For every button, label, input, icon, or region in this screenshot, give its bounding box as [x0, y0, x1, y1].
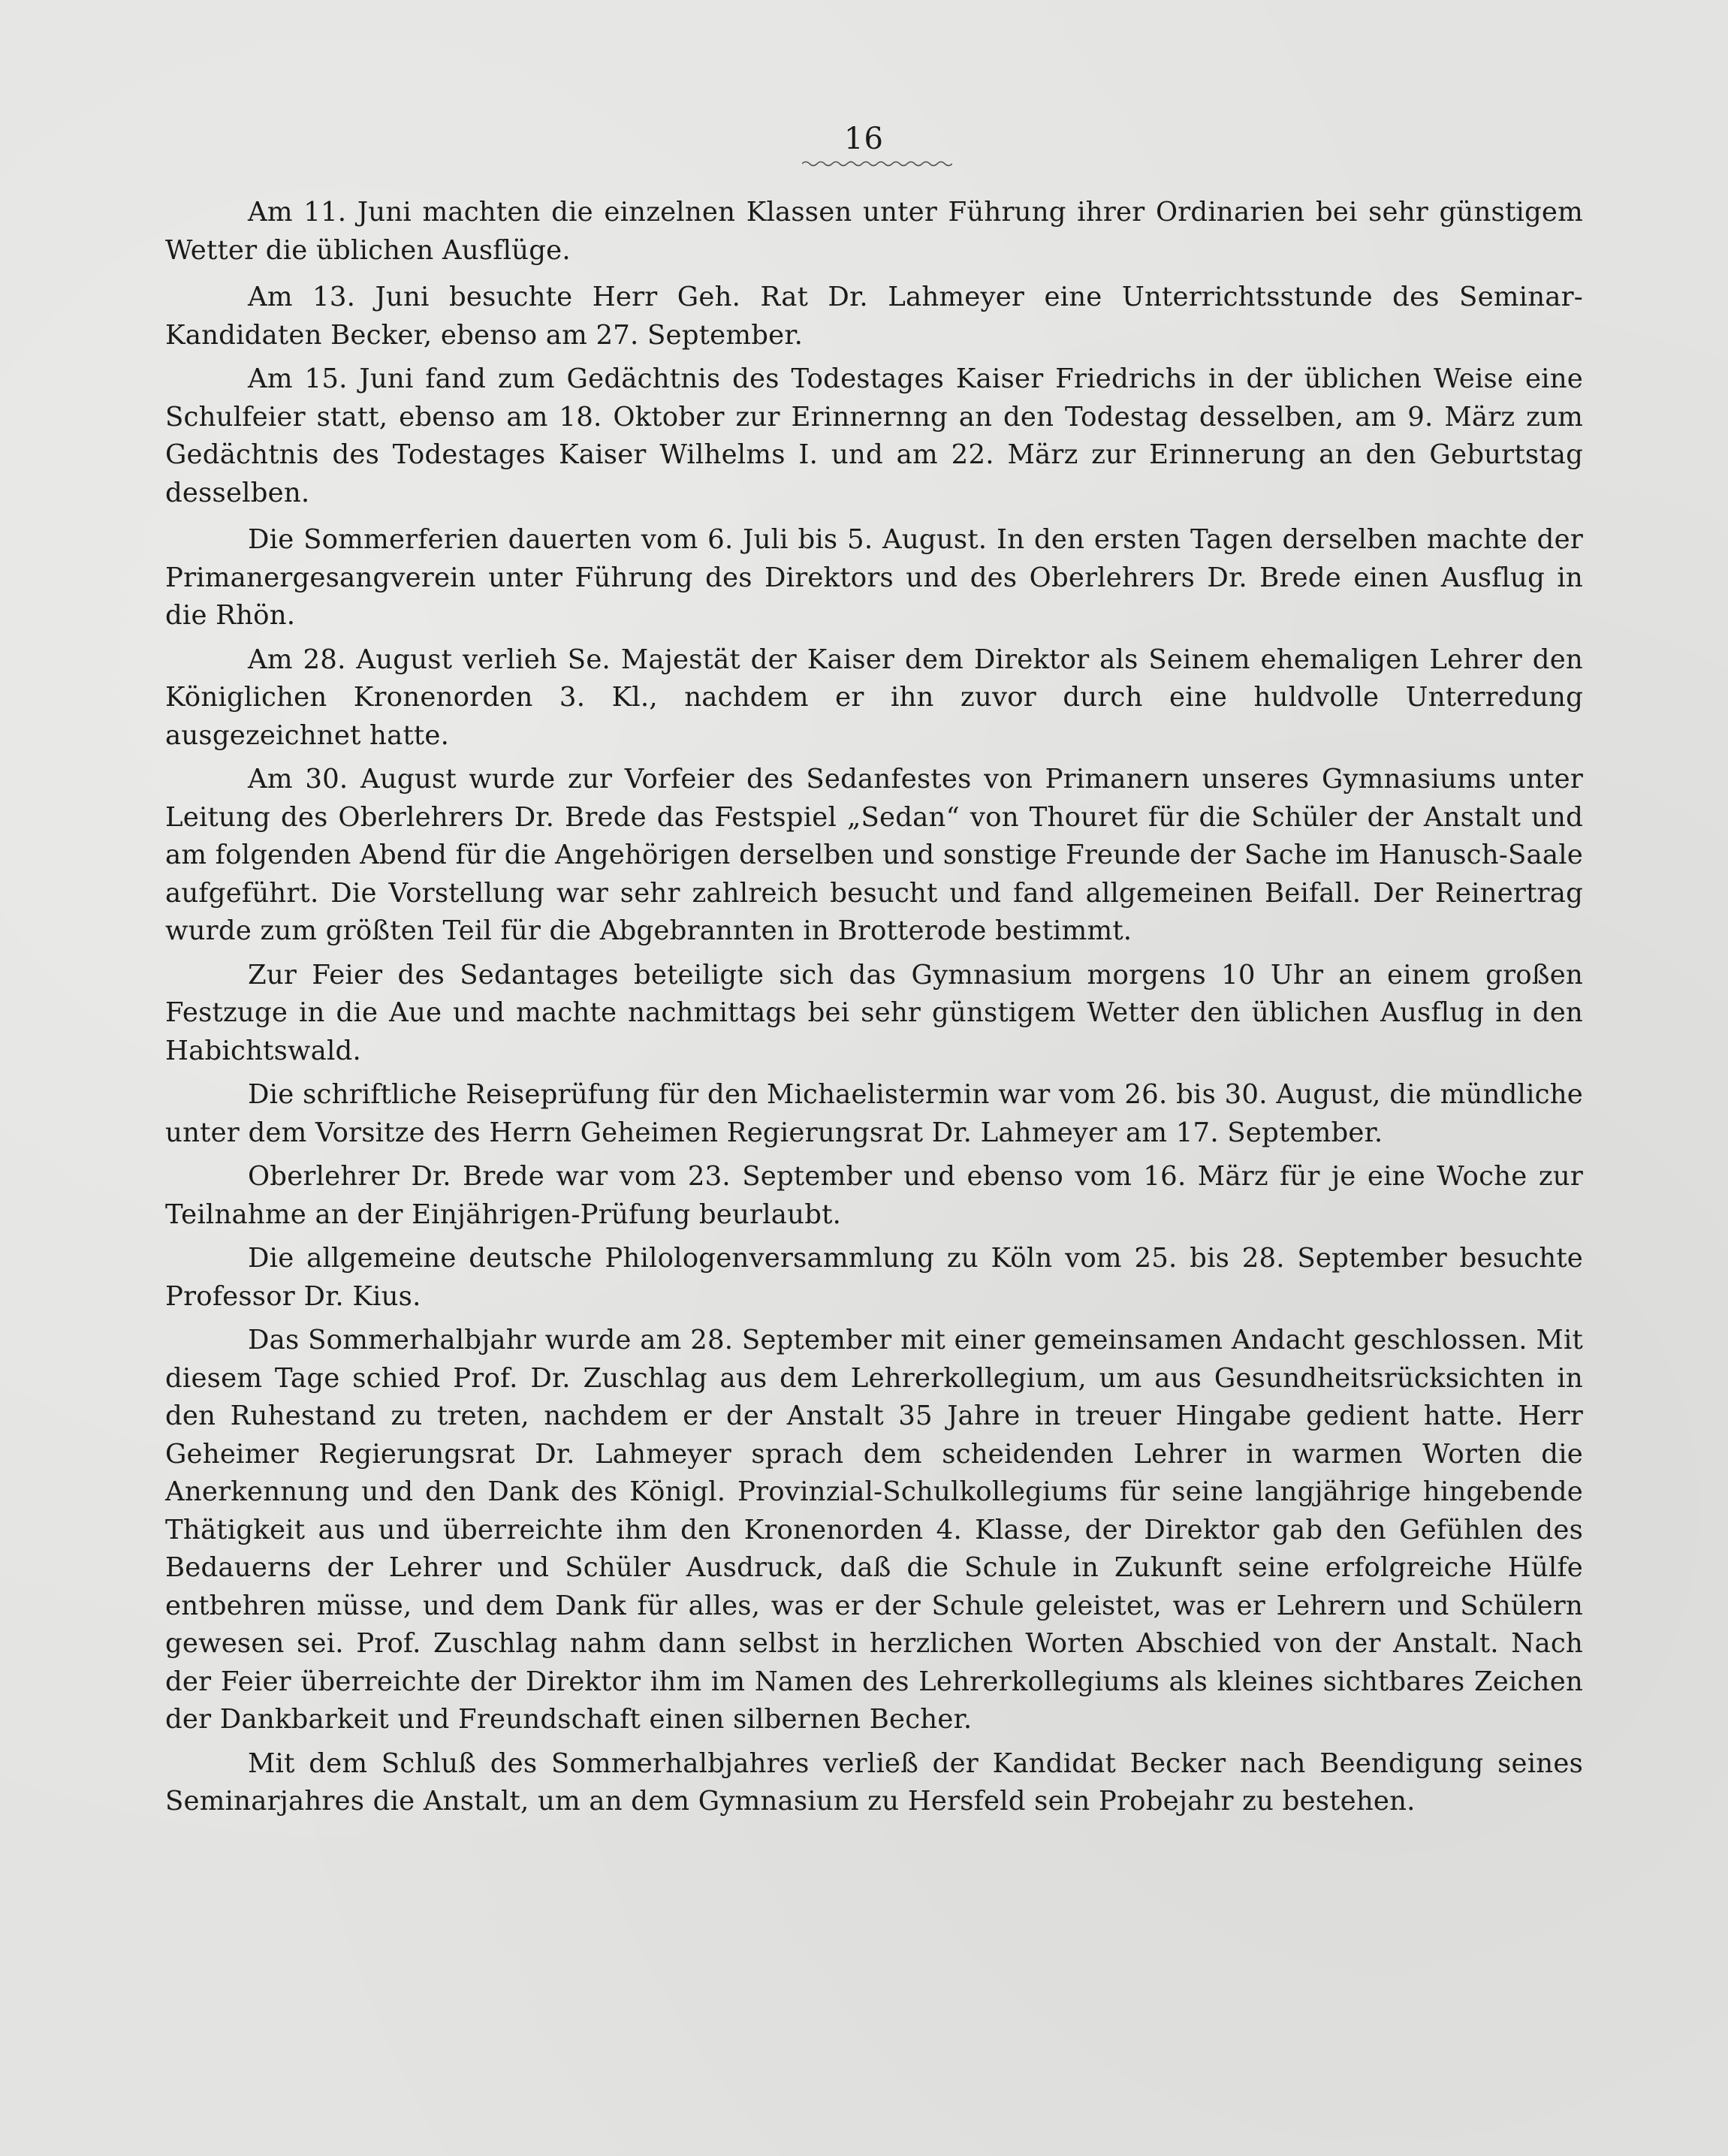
- paragraph: Am 30. August wurde zur Vorfeier des Sedanfestes von Primanern unseres Gymnasiums unter Leitung des Oberlehrers Dr. Brede das Festspiel „Sedan“ von Thouret für die Schüler der Anstalt und am folgenden Abend für die Angehörigen derselben und sonstige Freunde der Sache im Hanusch-Saale aufgeführt. Die Vorstellung war sehr zahlreich besucht und fand allgemeinen Beifall. Der Reinertrag wurde zum größten Teil für die Abgebrannten in Brotterode bestimmt.: [165, 764, 1583, 946]
- paragraph: Die allgemeine deutsche Philologenversammlung zu Köln vom 25. bis 28. September besuchte Professor Dr. Kius.: [165, 1243, 1583, 1312]
- paragraph: Oberlehrer Dr. Brede war vom 23. September und ebenso vom 16. März für je eine Woche zur Teilnahme an der Einjährigen-Prüfung beurlaubt.: [165, 1161, 1583, 1230]
- paragraph: Am 28. August verlieh Se. Majestät der Kaiser dem Direktor als Seinem ehemaligen Lehrer den Königlichen Kronenorden 3. Kl., nachdem er ihn zuvor durch eine huldvolle Unterredung ausgezeichnet hatte.: [165, 644, 1583, 751]
- page-number: 16: [844, 122, 884, 156]
- paragraph: Am 13. Juni besuchte Herr Geh. Rat Dr. Lahmeyer eine Unterrichtsstunde des Seminar-Kandidaten Becker, ebenso am 27. September.: [165, 282, 1583, 351]
- paragraph: Die Sommerferien dauerten vom 6. Juli bis 5. August. In den ersten Tagen derselben machte der Primanergesangverein unter Führung des Direktors und des Oberlehrers Dr. Brede einen Ausflug in die Rhön.: [165, 524, 1583, 631]
- body-text: [165, 194, 1583, 1827]
- paragraph: Die schriftliche Reiseprüfung für den Michaelistermin war vom 26. bis 30. August, die mündliche unter dem Vorsitze des Herrn Geheimen Regierungsrat Dr. Lahmeyer am 17. September.: [165, 1079, 1583, 1148]
- paragraph: Das Sommerhalbjahr wurde am 28. September mit einer gemeinsamen Andacht geschlossen. Mit diesem Tage schied Prof. Dr. Zuschlag aus dem Lehrerkollegium, um aus Gesundheitsrücksichten in den Ruhestand zu treten, nachdem er der Anstalt 35 Jahre in treuer Hingabe gedient hatte. Herr Geheimer Regierungsrat Dr. Lahmeyer sprach dem scheidenden Lehrer in warmen Worten die Anerkennung und den Dank des Königl. Provinzial-Schulkollegiums für seine langjährige hingebende Thätigkeit aus und überreichte ihm den Kronenorden 4. Klasse, der Direktor gab den Gefühlen des Bedauerns der Lehrer und Schüler Ausdruck, daß die Schule in Zukunft seine erfolgreiche Hülfe entbehren müsse, und dem Dank für alles, was er der Schule geleistet, was er Lehrern und Schülern gewesen sei. Prof. Zuschlag nahm dann selbst in herzlichen Worten Abschied von der Anstalt. Nach der Feier überreichte der Direktor ihm im Namen des Lehrerkollegiums als kleines sichtbares Zeichen der Dankbarkeit und Freundschaft einen silbernen Becher.: [165, 1325, 1583, 1735]
- paragraph: Zur Feier des Sedantages beteiligte sich das Gymnasium morgens 10 Uhr an einem großen Festzuge in die Aue und machte nachmittags bei sehr günstigem Wetter den üblichen Ausflug in den Habichtswald.: [165, 959, 1583, 1066]
- paragraph: Am 15. Juni fand zum Gedächtnis des Todestages Kaiser Friedrichs in der üblichen Weise eine Schulfeier statt, ebenso am 18. Oktober zur Erinnernng an den Todestag desselben, am 9. März zum Gedächtnis des Todestages Kaiser Wilhelms I. und am 22. März zur Erinnerung an den Geburtstag desselben.: [165, 363, 1583, 508]
- paragraph: Mit dem Schluß des Sommerhalbjahres verließ der Kandidat Becker nach Beendigung seines Seminarjahres die Anstalt, um an dem Gymnasium zu Hersfeld sein Probejahr zu bestehen.: [165, 1747, 1583, 1817]
- decorative-wavy-rule: [802, 159, 952, 168]
- paragraph: Am 11. Juni machten die einzelnen Klassen unter Führung ihrer Ordinarien bei sehr günstigem Wetter die üblichen Ausflüge.: [165, 197, 1583, 266]
